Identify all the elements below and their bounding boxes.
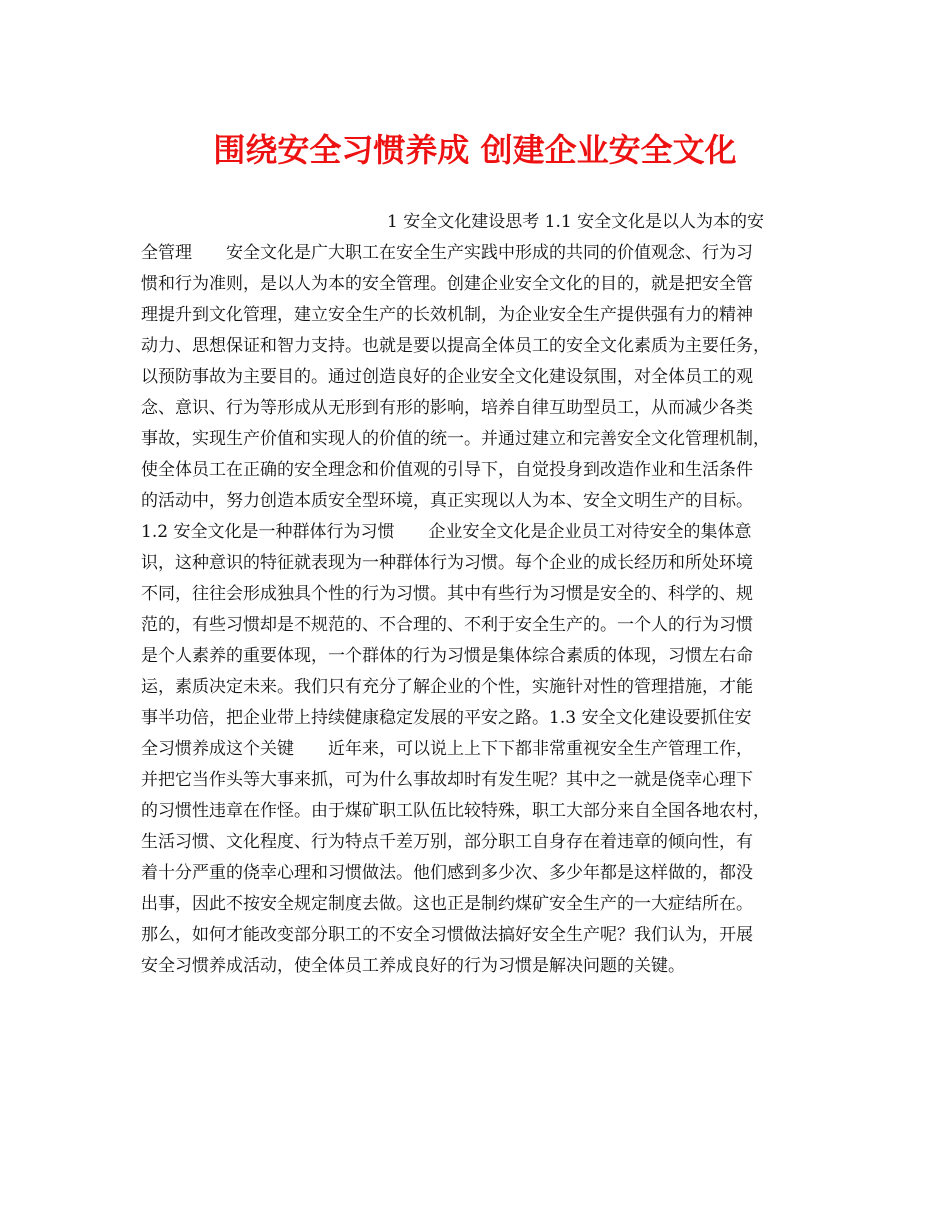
body-line: 那么，如何才能改变部分职工的不安全习惯做法搞好安全生产呢？我们认为，开展 — [141, 925, 753, 945]
body-line: 的活动中，努力创造本质安全型环境，真正实现以人为本、安全文明生产的目标。 — [141, 491, 753, 511]
body-line: 使全体员工在正确的安全理念和价值观的引导下，自觉投身到改造作业和生活条件 — [141, 460, 753, 480]
body-line: 以预防事故为主要目的。通过创造良好的企业安全文化建设氛围，对全体员工的观 — [141, 367, 753, 387]
body-line: 并把它当作头等大事来抓，可为什么事故却时有发生呢？其中之一就是侥幸心理下 — [141, 770, 753, 790]
body-line: 全习惯养成这个关键 近年来，可以说上上下下都非常重视安全生产管理工作， — [141, 739, 753, 759]
body-line: 是个人素养的重要体现，一个群体的行为习惯是集体综合素质的体现，习惯左右命 — [141, 646, 753, 666]
body-line: 动力、思想保证和智力支持。也就是要以提高全体员工的安全文化素质为主要任务， — [141, 336, 770, 356]
body-line: 全管理 安全文化是广大职工在安全生产实践中形成的共同的价值观念、行为习 — [141, 243, 753, 263]
body-line: 范的，有些习惯却是不规范的、不合理的、不利于安全生产的。一个人的行为习惯 — [141, 615, 753, 635]
body-line: 惯和行为准则，是以人为本的安全管理。创建企业安全文化的目的，就是把安全管 — [141, 274, 753, 294]
body-line: 生活习惯、文化程度、行为特点千差万别，部分职工自身存在着违章的倾向性，有 — [141, 832, 753, 852]
body-line: 理提升到文化管理，建立安全生产的长效机制，为企业安全生产提供强有力的精神 — [141, 305, 753, 325]
body-line: 出事，因此不按安全规定制度去做。这也正是制约煤矿安全生产的一大症结所在。 — [141, 894, 753, 914]
body-line: 不同，往往会形成独具个性的行为习惯。其中有些行为习惯是安全的、科学的、规 — [141, 584, 753, 604]
body-line: 事半功倍，把企业带上持续健康稳定发展的平安之路。1.3 安全文化建设要抓住安 — [141, 708, 752, 728]
body-line: 1 安全文化建设思考 1.1 安全文化是以人为本的安 — [387, 212, 765, 232]
body-line: 着十分严重的侥幸心理和习惯做法。他们感到多少次、多少年都是这样做的，都没 — [141, 863, 753, 883]
body-line: 事故，实现生产价值和实现人的价值的统一。并通过建立和完善安全文化管理机制， — [141, 429, 770, 449]
document-body — [141, 207, 821, 982]
body-line: 识，这种意识的特征就表现为一种群体行为习惯。每个企业的成长经历和所处环境 — [141, 553, 753, 573]
document-title: 围绕安全习惯养成 创建企业安全文化 — [213, 131, 737, 169]
body-line: 的习惯性违章在作怪。由于煤矿职工队伍比较特殊，职工大部分来自全国各地农村， — [141, 801, 770, 821]
body-line: 1.2 安全文化是一种群体行为习惯 企业安全文化是企业员工对待安全的集体意 — [141, 522, 752, 542]
body-line: 念、意识、行为等形成从无形到有形的影响，培养自律互助型员工，从而减少各类 — [141, 398, 753, 418]
body-line: 运，素质决定未来。我们只有充分了解企业的个性，实施针对性的管理措施，才能 — [141, 677, 753, 697]
body-line: 安全习惯养成活动，使全体员工养成良好的行为习惯是解决问题的关键。 — [141, 956, 685, 976]
